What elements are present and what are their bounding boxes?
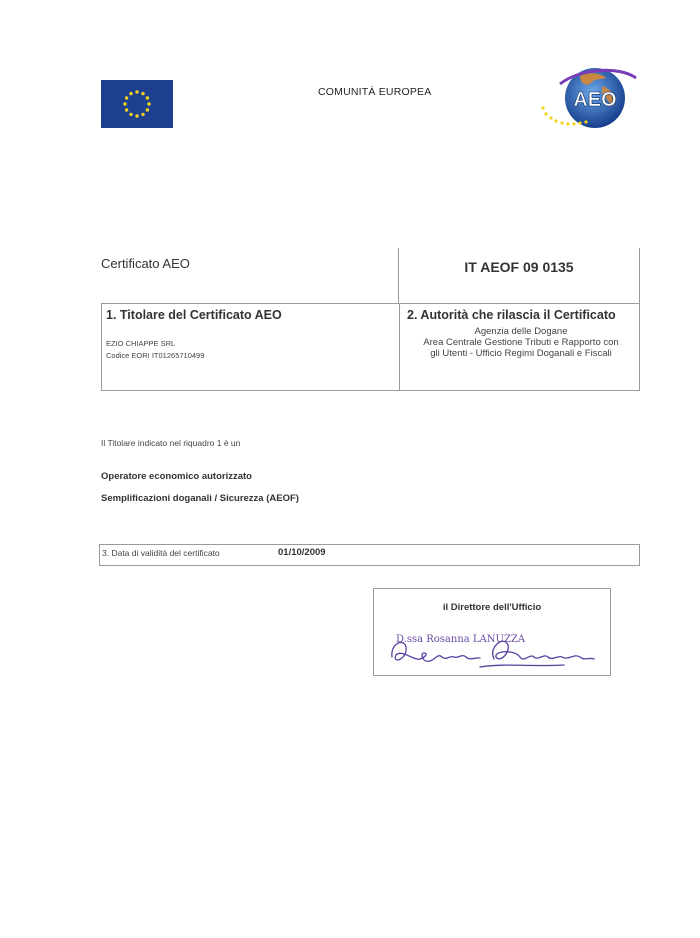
- holder-eori: Codice EORI IT01265710499: [106, 351, 205, 360]
- director-title: il Direttore dell'Ufficio: [442, 602, 542, 613]
- validity-label: 3. Data di validità del certificato: [102, 548, 220, 558]
- intro-text: Il Titolare indicato nel riquadro 1 è un: [101, 438, 241, 448]
- community-title: COMUNITÀ EUROPEA: [318, 86, 432, 98]
- authority-line: gli Utenti - Ufficio Regimi Doganali e Fiscali: [430, 348, 612, 359]
- eu-stars-icon: [101, 80, 173, 128]
- certificate-number-box: [398, 248, 640, 303]
- aeo-logo-text: AEO: [573, 89, 617, 111]
- authority-address: [401, 326, 641, 359]
- signature-box: [373, 588, 611, 676]
- info-divider: [399, 304, 400, 390]
- authority-line: Agenzia delle Dogane: [474, 326, 568, 337]
- operator-type: Operatore economico autorizzato: [101, 471, 252, 482]
- holder-heading: 1. Titolare del Certificato AEO: [106, 308, 282, 322]
- info-box: [101, 303, 640, 391]
- certificate-number: IT AEOF 09 0135: [464, 259, 574, 275]
- authority-heading: 2. Autorità che rilascia il Certificato: [407, 308, 616, 322]
- handwritten-signature: [384, 627, 604, 671]
- authority-line: Area Centrale Gestione Tributi e Rapporto con: [423, 337, 619, 348]
- holder-name: EZIO CHIAPPE SRL: [106, 339, 176, 348]
- signer-name: D.ssa Rosanna LANUZZA: [396, 634, 526, 645]
- validity-box: [99, 544, 640, 566]
- validity-date: 01/10/2009: [278, 547, 326, 558]
- aeo-logo-icon: [540, 66, 640, 130]
- certificate-label: Certificato AEO: [101, 256, 190, 271]
- eu-flag-icon: [101, 80, 173, 128]
- simplifications-type: Semplificazioni doganali / Sicurezza (AEOF): [101, 493, 299, 504]
